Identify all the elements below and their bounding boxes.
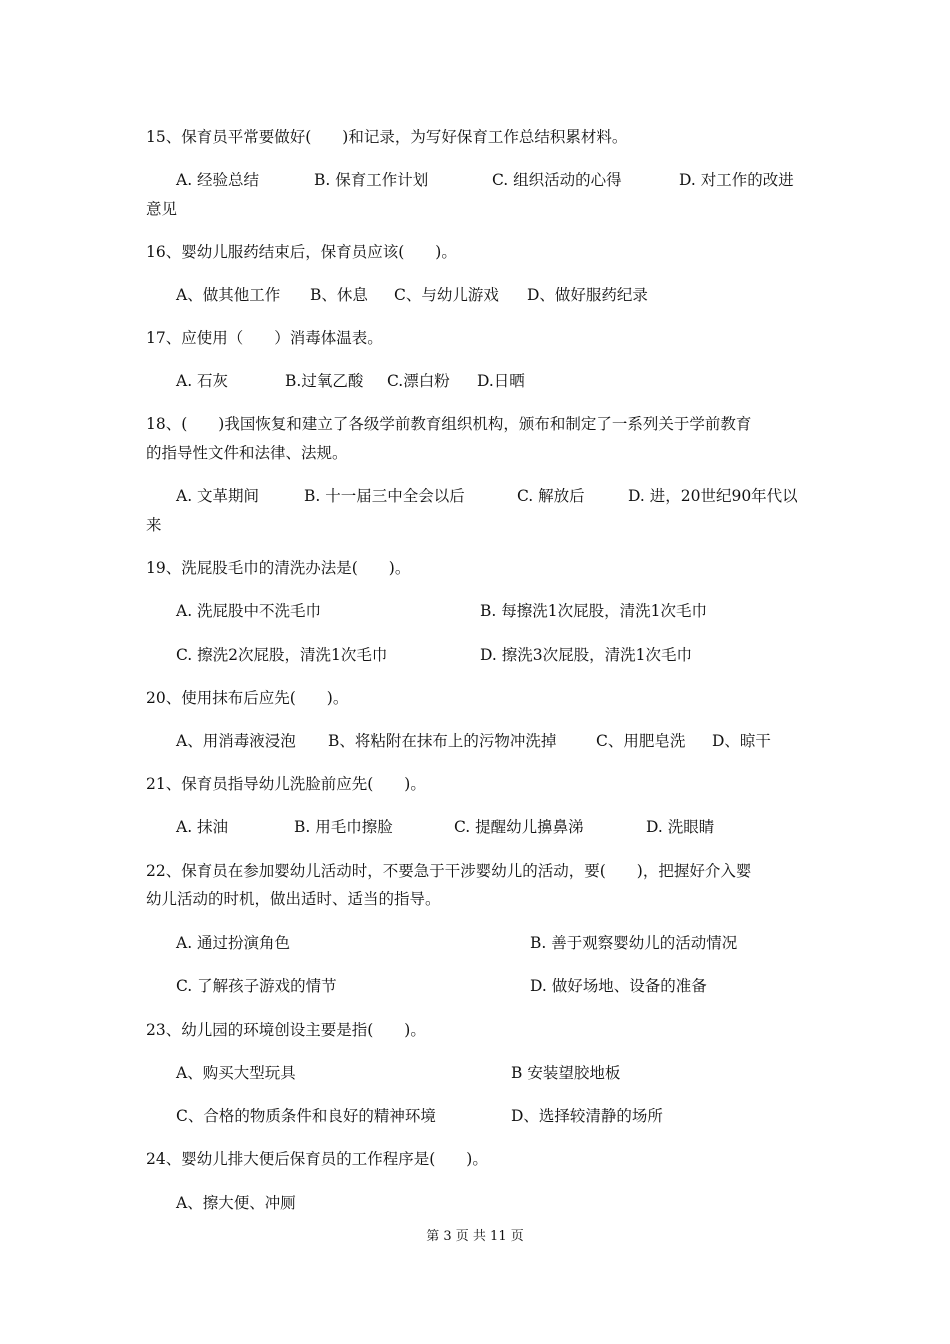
- question-15-option-d: D. 对工作的改进: [679, 171, 794, 189]
- question-21-option-d: D. 洗眼睛: [646, 818, 715, 836]
- question-23-stem: 23、幼儿园的环境创设主要是指( )。: [146, 1021, 426, 1039]
- question-24-stem: 24、婴幼儿排大便后保育员的工作程序是( )。: [146, 1150, 488, 1168]
- question-21-option-a: A. 抹油: [176, 818, 229, 836]
- question-21-stem: 21、保育员指导幼儿洗脸前应先( )。: [146, 775, 426, 793]
- question-17-stem: 17、应使用（ ）消毒体温表。: [146, 329, 383, 347]
- question-19-option-d: D. 擦洗3次屁股，清洗1次毛巾: [480, 646, 692, 664]
- question-15-stem: 15、保育员平常要做好( )和记录，为写好保育工作总结积累材料。: [146, 128, 628, 146]
- question-18-option-b: B. 十一届三中全会以后: [304, 487, 465, 505]
- question-21-option-b: B. 用毛巾擦脸: [294, 818, 393, 836]
- question-20-option-b: B、将粘附在抹布上的污物冲洗掉: [328, 732, 557, 750]
- page-footer: 第 3 页 共 11 页: [426, 1229, 524, 1244]
- question-19-option-a: A. 洗屁股中不洗毛巾: [176, 602, 322, 620]
- question-19-option-b: B. 每擦洗1次屁股，清洗1次毛巾: [480, 602, 707, 620]
- question-22-stem-line-2: 幼儿活动的时机，做出适时、适当的指导。: [146, 890, 441, 908]
- question-16-option-a: A、做其他工作: [176, 286, 281, 304]
- question-16-option-c: C、与幼儿游戏: [394, 286, 499, 304]
- question-19-option-c: C. 擦洗2次屁股，清洗1次毛巾: [176, 646, 388, 664]
- question-18-option-d: D. 进，20世纪90年代以: [628, 487, 798, 505]
- question-22-option-a: A. 通过扮演角色: [176, 934, 291, 952]
- question-17-option-a: A. 石灰: [176, 372, 229, 390]
- question-15-option-a: A. 经验总结: [176, 171, 260, 189]
- question-20-option-d: D、晾干: [712, 732, 771, 750]
- question-17-option-d: D.日晒: [477, 372, 525, 390]
- question-22-option-d: D. 做好场地、设备的准备: [530, 977, 707, 995]
- question-20-stem: 20、使用抹布后应先( )。: [146, 689, 349, 707]
- question-16-option-b: B、休息: [310, 286, 368, 304]
- question-20-option-a: A、用消毒液浸泡: [176, 732, 296, 750]
- question-18-option-c: C. 解放后: [517, 487, 585, 505]
- question-20-option-c: C、用肥皂洗: [596, 732, 686, 750]
- question-16-option-d: D、做好服药纪录: [527, 286, 648, 304]
- question-18-stem-line-2: 的指导性文件和法律、法规。: [146, 444, 348, 462]
- question-23-option-a: A、购买大型玩具: [176, 1064, 296, 1082]
- question-23-option-b: B 安装望胶地板: [511, 1064, 621, 1082]
- question-18-option-a: A. 文革期间: [176, 487, 260, 505]
- question-16-stem: 16、婴幼儿服药结束后，保育员应该( )。: [146, 243, 457, 261]
- question-23-option-c: C、合格的物质条件和良好的精神环境: [176, 1107, 436, 1125]
- question-17-option-b: B.过氧乙酸: [285, 372, 364, 390]
- question-22-option-b: B. 善于观察婴幼儿的活动情况: [530, 934, 738, 952]
- question-15-option-continuation: 意见: [146, 200, 178, 218]
- question-15-option-c: C. 组织活动的心得: [492, 171, 622, 189]
- question-22-option-c: C. 了解孩子游戏的情节: [176, 977, 337, 995]
- question-24-option-a: A、擦大便、冲厕: [176, 1194, 296, 1212]
- question-15-option-b: B. 保育工作计划: [314, 171, 429, 189]
- question-19-stem: 19、洗屁股毛巾的清洗办法是( )。: [146, 559, 411, 577]
- question-18-option-continuation: 来: [146, 516, 162, 534]
- question-17-option-c: C.漂白粉: [387, 372, 450, 390]
- question-21-option-c: C. 提醒幼儿擤鼻涕: [454, 818, 584, 836]
- question-18-stem-line-1: 18、( )我国恢复和建立了各级学前教育组织机构，颁布和制定了一系列关于学前教育: [146, 415, 752, 433]
- question-23-option-d: D、选择较清静的场所: [511, 1107, 663, 1125]
- question-22-stem-line-1: 22、保育员在参加婴幼儿活动时，不要急于干涉婴幼儿的活动，要( )，把握好介入婴: [146, 862, 752, 880]
